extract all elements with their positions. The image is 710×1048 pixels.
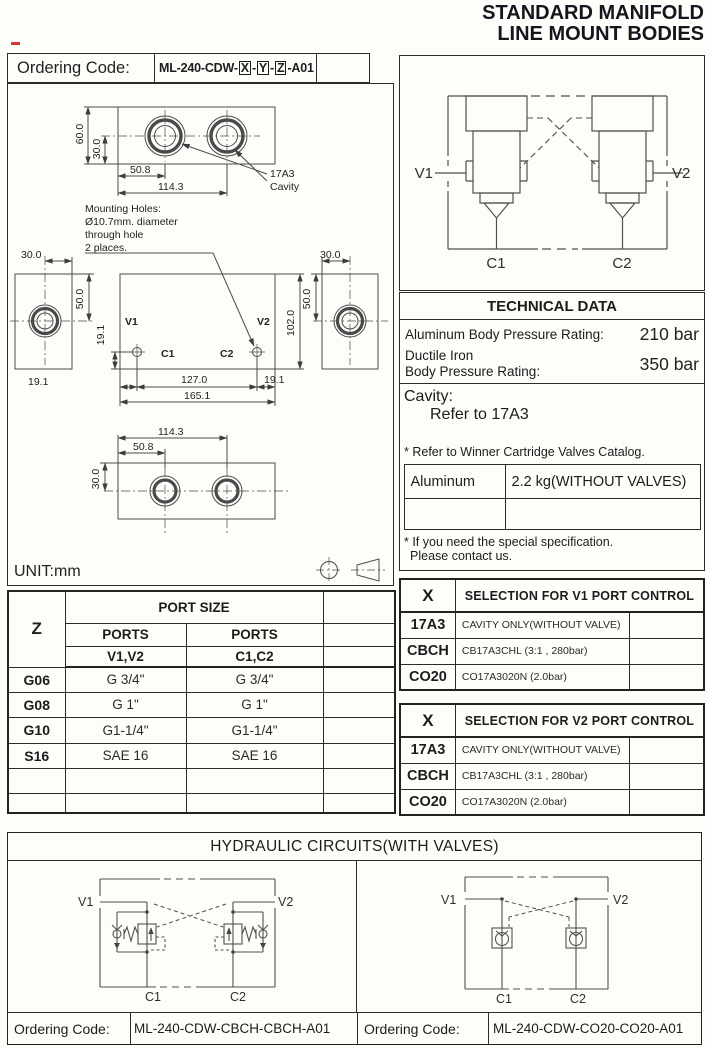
row-g10-v: G1-1/4" bbox=[65, 717, 186, 743]
aluminum-rating-row bbox=[400, 324, 704, 345]
row-g08-v: G 1" bbox=[65, 692, 186, 717]
page-title-line1: STANDARD MANIFOLD bbox=[482, 2, 704, 24]
bottom-view bbox=[100, 435, 289, 533]
cbch-boundary bbox=[100, 879, 275, 987]
v1-17a3-desc: CAVITY ONLY(WITHOUT VALVE) bbox=[455, 612, 629, 638]
ports-header-v: PORTS bbox=[65, 623, 186, 646]
right-side-view bbox=[311, 256, 388, 369]
row-g08-code: G08 bbox=[8, 692, 65, 717]
cbch-ordering-code: ML-240-CDW-CBCH-CBCH-A01 bbox=[131, 1013, 358, 1044]
row-g06-v: G 3/4" bbox=[65, 667, 186, 692]
dim-60: 60.0 bbox=[74, 123, 86, 145]
v2-17a3-code: 17A3 bbox=[400, 737, 455, 763]
ports-subheader-row bbox=[8, 646, 395, 667]
hydraulic-ordering-codes bbox=[8, 1012, 701, 1044]
cbch-v1-label: V1 bbox=[78, 895, 94, 909]
ordering-empty-cell bbox=[317, 54, 369, 82]
ordering-code-label: Ordering Code: bbox=[8, 54, 155, 82]
cbch-c1-label: C1 bbox=[145, 990, 161, 1004]
ordering-code-bar bbox=[7, 53, 370, 83]
co20-ordering-code: ML-240-CDW-CO20-CO20-A01 bbox=[493, 1021, 684, 1036]
x-header-v1: X bbox=[400, 579, 455, 612]
dim-19-1-right: 19.1 bbox=[264, 374, 285, 386]
weight-empty-row bbox=[404, 499, 700, 530]
cartridge-right bbox=[592, 96, 683, 249]
cbch-pilot-cross bbox=[154, 904, 226, 927]
selection-v1-table bbox=[399, 578, 705, 691]
mounting-note-3: through hole bbox=[85, 229, 144, 241]
table-row bbox=[8, 667, 395, 692]
dim-30-bottom: 30.0 bbox=[90, 468, 102, 490]
v1-co20-desc: CO17A3020N (2.0bar) bbox=[455, 664, 629, 690]
front-view bbox=[111, 274, 304, 406]
co20-c2-label: C2 bbox=[570, 992, 586, 1006]
table-row bbox=[8, 692, 395, 717]
v1-17a3-code: 17A3 bbox=[400, 612, 455, 638]
weight-row bbox=[404, 465, 700, 499]
v2-17a3-desc: CAVITY ONLY(WITHOUT VALVE) bbox=[455, 737, 629, 763]
hydraulic-circuits-section bbox=[7, 832, 702, 1045]
special-note-line2: Please contact us. bbox=[410, 549, 513, 563]
row-g08-c: G 1" bbox=[186, 692, 323, 717]
selection-v2-title: SELECTION FOR V2 PORT CONTROL bbox=[455, 704, 704, 737]
dim-127: 127.0 bbox=[181, 374, 208, 386]
weight-material: Aluminum bbox=[404, 465, 505, 499]
ordering-sep2: - bbox=[270, 61, 275, 75]
front-view-c1-label: C1 bbox=[161, 348, 175, 360]
front-view-v1-label: V1 bbox=[125, 316, 138, 328]
ordering-sep1: - bbox=[251, 61, 256, 75]
v1-co20-code: CO20 bbox=[400, 664, 455, 690]
dim-30: 30.0 bbox=[91, 138, 103, 160]
table-row bbox=[400, 638, 704, 664]
iron-rating-label-line1: Ductile Iron bbox=[405, 348, 474, 363]
port-size-table bbox=[7, 590, 396, 814]
manifold-c1-label: C1 bbox=[486, 255, 506, 272]
front-view-v2-label: V2 bbox=[257, 316, 270, 328]
v2-cbch-desc: CB17A3CHL (3:1 , 280bar) bbox=[455, 763, 629, 789]
co20-pilot-cross bbox=[505, 901, 573, 927]
cbch-ordering-label: Ordering Code: bbox=[8, 1013, 131, 1044]
port-size-title: PORT SIZE bbox=[65, 591, 323, 623]
cbch-circuit-panel bbox=[8, 861, 357, 1012]
selection-v2-table bbox=[399, 703, 705, 816]
manifold-section-diagram bbox=[400, 56, 702, 288]
dim-19-1-left: 19.1 bbox=[28, 376, 49, 388]
page-title-line2: LINE MOUNT BODIES bbox=[497, 23, 704, 45]
pilot-cross-lines bbox=[520, 118, 599, 168]
front-view-c2-label: C2 bbox=[220, 348, 234, 360]
cbch-left-valve bbox=[112, 910, 165, 954]
cavity-block bbox=[400, 384, 704, 424]
weight-table bbox=[404, 464, 701, 530]
table-row bbox=[400, 612, 704, 638]
mounting-note-2: Ø10.7mm. diameter bbox=[85, 216, 178, 228]
table-row bbox=[400, 789, 704, 815]
dimension-drawing-panel bbox=[7, 83, 394, 586]
bottom-view-labels bbox=[14, 426, 184, 580]
row-g06-code: G06 bbox=[8, 667, 65, 692]
iron-rating-label bbox=[405, 348, 540, 380]
middle-row-labels bbox=[21, 249, 341, 402]
aluminum-rating-label: Aluminum Body Pressure Rating: bbox=[405, 326, 604, 342]
manifold-c2-label: C2 bbox=[612, 255, 632, 272]
ordering-z: Z bbox=[277, 61, 285, 75]
c-ports-subheader: C1,C2 bbox=[186, 646, 323, 667]
dim-50-left: 50.0 bbox=[74, 288, 86, 310]
dim-114-3: 114.3 bbox=[158, 181, 184, 193]
table-row bbox=[400, 664, 704, 690]
mounting-note-1: Mounting Holes: bbox=[85, 203, 161, 215]
cartridge-left bbox=[435, 96, 527, 249]
unit-label: UNIT:mm bbox=[14, 563, 81, 580]
v2-co20-desc: CO17A3020N (2.0bar) bbox=[455, 789, 629, 815]
manifold-v1-label: V1 bbox=[414, 165, 433, 182]
hydraulic-circuits-title: HYDRAULIC CIRCUITS(WITH VALVES) bbox=[8, 833, 701, 861]
table-row bbox=[8, 717, 395, 743]
v1-cbch-desc: CB17A3CHL (3:1 , 280bar) bbox=[455, 638, 629, 664]
dim-50-8-bottom: 50.8 bbox=[133, 441, 154, 453]
iron-rating-label-line2: Body Pressure Rating: bbox=[405, 364, 541, 379]
dim-50-right: 50.0 bbox=[301, 288, 313, 310]
cavity-callout-line1: 17A3 bbox=[270, 168, 295, 180]
weight-value: 2.2 kg(WITHOUT VALVES) bbox=[505, 465, 700, 499]
ports-header-c: PORTS bbox=[186, 623, 323, 646]
ordering-y: Y bbox=[258, 61, 268, 75]
co20-v1-label: V1 bbox=[441, 893, 457, 907]
page-title bbox=[482, 3, 704, 45]
v1-cbch-code: CBCH bbox=[400, 638, 455, 664]
dim-50-8: 50.8 bbox=[130, 164, 151, 176]
dim-19-1-vert: 19.1 bbox=[95, 324, 107, 346]
table-row bbox=[400, 737, 704, 763]
third-angle-projection-icon bbox=[316, 557, 385, 583]
port-size-title-row bbox=[8, 591, 395, 623]
co20-ordering-label: Ordering Code: bbox=[358, 1013, 489, 1044]
cbch-c2-label: C2 bbox=[230, 990, 246, 1004]
technical-data-panel bbox=[399, 292, 705, 571]
x-header-v2: X bbox=[400, 704, 455, 737]
red-artifact-mark bbox=[11, 42, 20, 45]
v2-co20-code: CO20 bbox=[400, 789, 455, 815]
cbch-circuit-diagram bbox=[8, 861, 356, 1011]
selection-v2-header bbox=[400, 704, 704, 737]
table-row-empty bbox=[8, 768, 395, 793]
row-g10-c: G1-1/4" bbox=[186, 717, 323, 743]
dimension-drawing bbox=[8, 84, 391, 583]
selection-v1-header bbox=[400, 579, 704, 612]
row-s16-c: SAE 16 bbox=[186, 743, 323, 768]
cbch-port-labels bbox=[78, 895, 293, 1004]
row-g10-code: G10 bbox=[8, 717, 65, 743]
cbch-v2-label: V2 bbox=[278, 895, 294, 909]
dim-114-3-bottom: 114.3 bbox=[158, 426, 184, 438]
z-header: Z bbox=[8, 591, 65, 667]
aluminum-rating-value: 210 bar bbox=[639, 324, 699, 344]
co20-circuit-diagram bbox=[357, 861, 701, 1011]
left-side-view bbox=[10, 256, 94, 369]
cavity-label: Cavity: bbox=[404, 388, 453, 405]
cavity-value: Refer to 17A3 bbox=[430, 406, 529, 423]
row-g06-c: G 3/4" bbox=[186, 667, 323, 692]
mounting-note-4: 2 places. bbox=[85, 242, 128, 254]
dim-30-left: 30.0 bbox=[21, 249, 42, 261]
dim-102: 102.0 bbox=[285, 309, 297, 337]
table-row bbox=[8, 743, 395, 768]
v2-cbch-code: CBCH bbox=[400, 763, 455, 789]
catalog-note: * Refer to Winner Cartridge Valves Catalog. bbox=[404, 445, 645, 459]
row-s16-v: SAE 16 bbox=[65, 743, 186, 768]
selection-v1-title: SELECTION FOR V1 PORT CONTROL bbox=[455, 579, 704, 612]
ports-header-row bbox=[8, 623, 395, 646]
v-ports-subheader: V1,V2 bbox=[65, 646, 186, 667]
co20-circuit-panel bbox=[357, 861, 701, 1012]
table-row-empty bbox=[8, 793, 395, 813]
table-row bbox=[400, 763, 704, 789]
manifold-outline bbox=[448, 96, 667, 249]
ordering-x: X bbox=[240, 61, 249, 75]
iron-rating-row bbox=[400, 348, 704, 380]
dim-165-1: 165.1 bbox=[184, 390, 211, 402]
ordering-prefix: ML-240-CDW- bbox=[159, 61, 238, 75]
cavity-callout-line2: Cavity bbox=[270, 181, 300, 193]
special-note-line1: * If you need the special specification. bbox=[404, 535, 614, 549]
ordering-code-value bbox=[155, 54, 317, 82]
dim-30-right: 30.0 bbox=[320, 249, 341, 261]
technical-data-title: TECHNICAL DATA bbox=[400, 293, 704, 320]
row-s16-code: S16 bbox=[8, 743, 65, 768]
co20-c1-label: C1 bbox=[496, 992, 512, 1006]
hydraulic-panels bbox=[8, 861, 701, 1012]
co20-v2-label: V2 bbox=[613, 893, 629, 907]
manifold-v2-label: V2 bbox=[672, 165, 691, 182]
ordering-suffix: -A01 bbox=[287, 61, 314, 75]
iron-rating-value: 350 bar bbox=[639, 353, 699, 374]
top-view-labels bbox=[74, 124, 300, 254]
cbch-right-valve bbox=[215, 910, 268, 954]
manifold-section-panel bbox=[399, 55, 705, 291]
